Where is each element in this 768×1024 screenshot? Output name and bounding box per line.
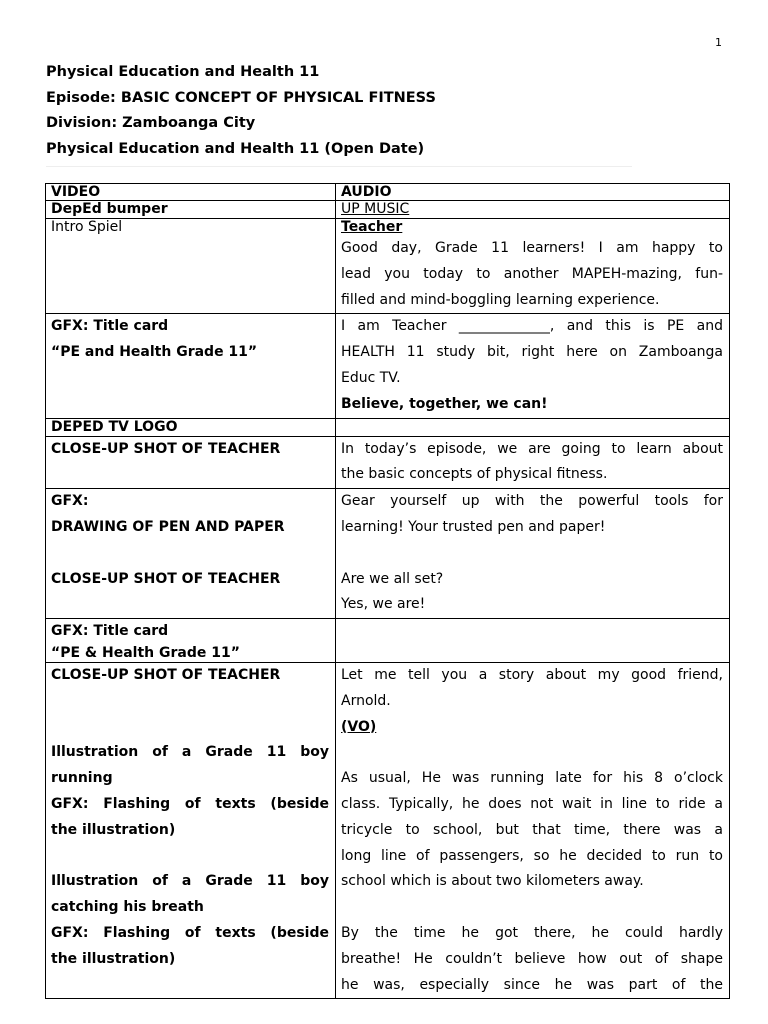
audio-cell: In today’s episode, we are going to learn about the basic concepts of physical fitness. xyxy=(336,436,730,489)
table-header-row xyxy=(46,184,730,201)
video-cell: DepEd bumper xyxy=(46,201,336,219)
table-row xyxy=(46,489,730,619)
audio-cell: Teacher Good day, Grade 11 learners! I am happy to lead you today to another MAPEH-mazing, fun- filled and mind-boggling learning experience. xyxy=(336,219,730,314)
table-row xyxy=(46,418,730,436)
video-cell: GFX: DRAWING OF PEN AND PAPER CLOSE-UP SHOT OF TEACHER xyxy=(46,489,336,619)
header-division: Division: Zamboanga City xyxy=(46,115,256,131)
audio-column-header: AUDIO xyxy=(336,184,730,201)
video-cell: Intro Spiel xyxy=(46,219,336,314)
video-cell: GFX: Title card “PE & Health Grade 11” xyxy=(46,619,336,663)
document-header xyxy=(46,60,686,162)
audio-cell: UP MUSIC xyxy=(336,201,730,219)
video-cell: DEPED TV LOGO xyxy=(46,418,336,436)
header-episode: Episode: BASIC CONCEPT OF PHYSICAL FITNESS xyxy=(46,89,436,106)
audio-cell: Gear yourself up with the powerful tools for learning! Your trusted pen and paper! Are we all set? Yes, we are! xyxy=(336,489,730,619)
video-cell: CLOSE-UP SHOT OF TEACHER xyxy=(46,436,336,489)
script-table xyxy=(45,183,730,999)
header-divider xyxy=(46,166,632,167)
video-cell: CLOSE-UP SHOT OF TEACHER Illustration of a Grade 11 boy running GFX: Flashing of texts (beside the illustration) Illustration of a Grade 11 boy catching his breath GFX: Flashing of texts (beside the illustration) xyxy=(46,662,336,998)
video-column-header: VIDEO xyxy=(46,184,336,201)
table-row xyxy=(46,201,730,219)
table-row xyxy=(46,219,730,314)
header-open-date: Physical Education and Health 11 (Open Date) xyxy=(46,140,425,157)
table-row xyxy=(46,662,730,998)
header-subject: Physical Education and Health 11 xyxy=(46,64,320,80)
video-cell: GFX: Title card “PE and Health Grade 11” xyxy=(46,314,336,418)
audio-cell xyxy=(336,418,730,436)
page-number: 1 xyxy=(715,36,722,49)
table-row xyxy=(46,436,730,489)
audio-cell: Let me tell you a story about my good friend, Arnold. (VO) As usual, He was running late for his 8 o’clock class. Typically, he does not wait in line to ride a tricycle to school, but that time, there was a long line of passengers, so he decided to run to school which is about two kilometers away. By the time he got there, he could hardly breathe! He couldn’t believe how out of shape he was, especially since he was part of the xyxy=(336,662,730,998)
table-row xyxy=(46,619,730,663)
audio-cell: I am Teacher _____________, and this is PE and HEALTH 11 study bit, right here on Zamboanga Educ TV. Believe, together, we can! xyxy=(336,314,730,418)
table-row xyxy=(46,314,730,418)
audio-cell xyxy=(336,619,730,663)
